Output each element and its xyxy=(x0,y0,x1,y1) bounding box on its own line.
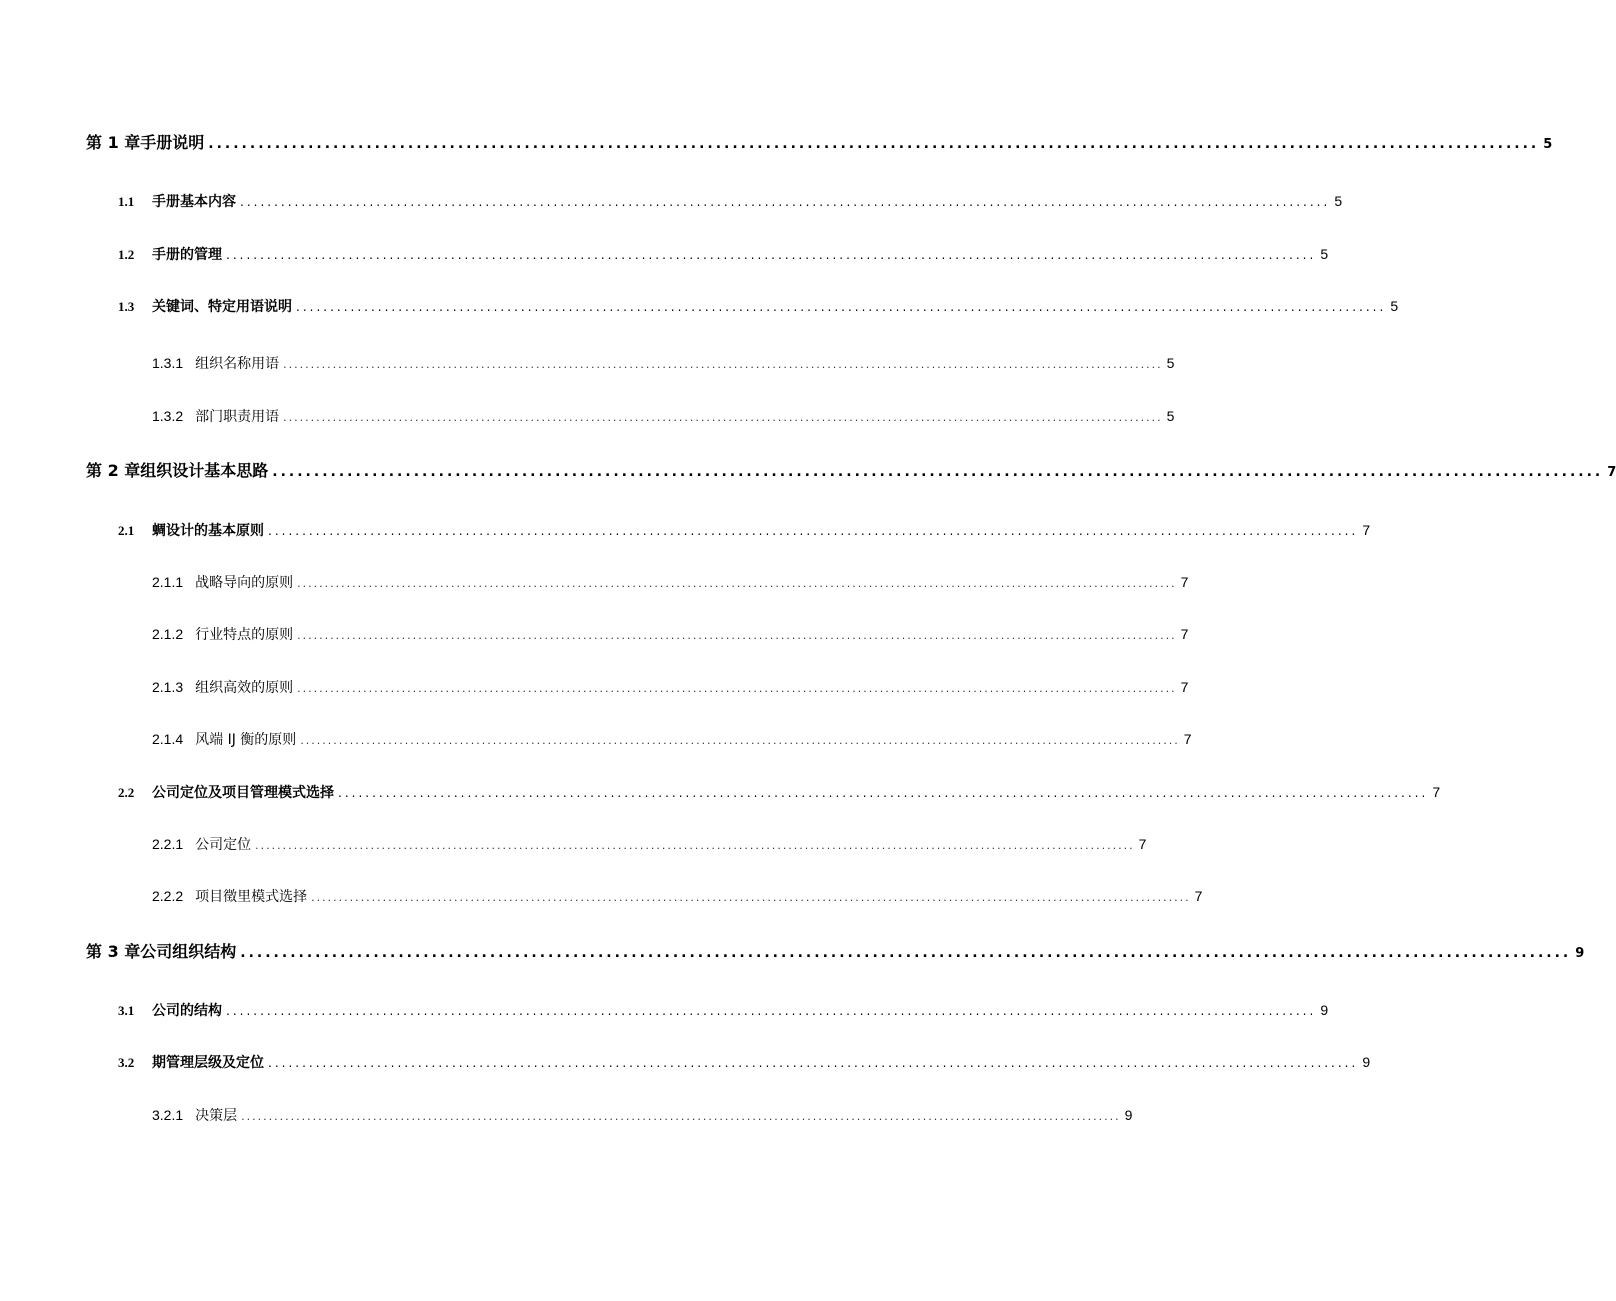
toc-entry-2-1-4[interactable] xyxy=(152,731,1192,748)
toc-entry-page: 7 xyxy=(1607,465,1616,480)
toc-entry-number: 2.1.4 xyxy=(152,731,184,747)
toc-leader-dots: ................................................................................................................................................................ xyxy=(283,358,1163,371)
toc-entry-1-1[interactable] xyxy=(118,193,1343,210)
toc-entry-2-1-3[interactable] xyxy=(152,679,1189,696)
toc-entry-number: 1.1 xyxy=(118,194,135,209)
toc-entry-page: 9 xyxy=(1320,1002,1329,1018)
toc-entry-title: 关键词、特定用语说明 xyxy=(152,299,292,315)
toc-entry-page: 5 xyxy=(1166,408,1175,424)
toc-entry-page: 7 xyxy=(1194,888,1203,904)
toc-entry-1-2[interactable] xyxy=(118,246,1329,263)
toc-leader-dots: ................................................................................................................................................................ xyxy=(268,524,1359,538)
toc-entry-number: 2.2.2 xyxy=(152,888,184,904)
toc-entry-1-3[interactable] xyxy=(118,298,1399,315)
toc-entry-page: 5 xyxy=(1390,298,1399,314)
toc-entry-number: 1.2 xyxy=(118,247,135,262)
toc-leader-dots: ................................................................................................................................................................ xyxy=(241,1110,1121,1123)
toc-entry-title: 行业特点的原则 xyxy=(195,627,294,643)
toc-entry-page: 5 xyxy=(1543,137,1553,152)
toc-leader-dots: ................................................................................................................................................................ xyxy=(297,682,1177,695)
toc-leader-dots: ................................................................................................................................................................ xyxy=(226,248,1317,262)
toc-entry-page: 7 xyxy=(1432,784,1441,800)
toc-leader-dots: ................................................................................................................................................................ xyxy=(240,945,1572,961)
toc-entry-number: 2.2 xyxy=(118,785,135,800)
toc-entry-title: 第 3 章公司组织结构 xyxy=(86,942,237,961)
toc-leader-dots: ................................................................................................................................................................ xyxy=(296,300,1387,314)
toc-leader-dots: ................................................................................................................................................................ xyxy=(226,1004,1317,1018)
toc-entry-number: 3.2 xyxy=(118,1055,135,1070)
toc-entry-title: 期管理层级及定位 xyxy=(152,1055,264,1071)
toc-entry-2-1-1[interactable] xyxy=(152,574,1189,591)
toc-entry-2-1-2[interactable] xyxy=(152,626,1189,643)
toc-leader-dots: ................................................................................................................................................................ xyxy=(272,464,1604,480)
toc-entry-title: 组织高效的原则 xyxy=(195,680,294,696)
toc-entry-page: 7 xyxy=(1138,836,1147,852)
toc-entry-number: 3.2.1 xyxy=(152,1107,184,1123)
toc-entry-title: 公司的结构 xyxy=(152,1003,222,1019)
toc-entry-title: 公司定位及项目管理模式选择 xyxy=(152,785,334,801)
toc-entry-page: 9 xyxy=(1362,1054,1371,1070)
toc-entry-page: 5 xyxy=(1166,355,1175,371)
toc-entry-page: 5 xyxy=(1334,193,1343,209)
toc-entry-title: 蜩设计的基本原则 xyxy=(152,523,264,539)
toc-leader-dots: ................................................................................................................................................................ xyxy=(283,411,1163,424)
toc-entry-number: 2.1.2 xyxy=(152,626,184,642)
toc-leader-dots: ................................................................................................................................................................ xyxy=(255,839,1135,852)
toc-entry-3-1[interactable] xyxy=(118,1002,1329,1019)
toc-entry-1-3-1[interactable] xyxy=(152,355,1175,372)
toc-entry-number: 1.3 xyxy=(118,299,135,314)
toc-entry-number: 3.1 xyxy=(118,1003,135,1018)
toc-entry-page: 7 xyxy=(1180,679,1189,695)
toc-entry-chapter-2[interactable] xyxy=(86,461,1616,480)
toc-leader-dots: ................................................................................................................................................................ xyxy=(300,734,1180,747)
toc-entry-number: 2.1.3 xyxy=(152,679,184,695)
toc-entry-number: 2.2.1 xyxy=(152,836,184,852)
toc-entry-title: 战略导向的原则 xyxy=(195,575,294,591)
toc-entry-number: 2.1.1 xyxy=(152,574,184,590)
toc-entry-title: 公司定位 xyxy=(195,837,252,853)
toc-entry-3-2-1[interactable] xyxy=(152,1107,1133,1124)
toc-leader-dots: ................................................................................................................................................................ xyxy=(338,786,1429,800)
toc-entry-title: 第 2 章组织设计基本思路 xyxy=(86,461,269,480)
toc-entry-title: 项目徵里模式选择 xyxy=(195,889,308,905)
toc-entry-title: 部门职责用语 xyxy=(195,409,280,425)
toc-entry-title: 风端 IJ 衡的原则 xyxy=(195,732,297,748)
toc-leader-dots: ................................................................................................................................................................ xyxy=(208,136,1540,152)
toc-entry-3-2[interactable] xyxy=(118,1054,1371,1071)
toc-entry-2-2[interactable] xyxy=(118,784,1441,801)
toc-entry-1-3-2[interactable] xyxy=(152,408,1175,425)
toc-leader-dots: ................................................................................................................................................................ xyxy=(297,577,1177,590)
toc-entry-number: 2.1 xyxy=(118,523,135,538)
toc-entry-2-2-2[interactable] xyxy=(152,888,1203,905)
toc-entry-chapter-1[interactable] xyxy=(86,133,1553,152)
toc-entry-2-1[interactable] xyxy=(118,522,1371,539)
toc-entry-page: 7 xyxy=(1180,574,1189,590)
toc-entry-2-2-1[interactable] xyxy=(152,836,1147,853)
toc-entry-page: 5 xyxy=(1320,246,1329,262)
toc-entry-title: 手册基本内容 xyxy=(152,194,236,210)
toc-leader-dots: ................................................................................................................................................................ xyxy=(240,195,1331,209)
toc-leader-dots: ................................................................................................................................................................ xyxy=(268,1056,1359,1070)
toc-entry-page: 7 xyxy=(1183,731,1192,747)
toc-entry-title: 组织名称用语 xyxy=(195,356,280,372)
toc-entry-chapter-3[interactable] xyxy=(86,942,1585,961)
toc-entry-title: 决策层 xyxy=(195,1108,238,1124)
toc-entry-title: 第 1 章手册说明 xyxy=(86,133,205,152)
toc-entry-number: 1.3.2 xyxy=(152,408,184,424)
toc-entry-page: 7 xyxy=(1180,626,1189,642)
toc-entry-title: 手册的管理 xyxy=(152,247,222,263)
toc-entry-page: 9 xyxy=(1575,946,1585,961)
toc-entry-page: 7 xyxy=(1362,522,1371,538)
toc-leader-dots: ................................................................................................................................................................ xyxy=(311,891,1191,904)
toc-entry-page: 9 xyxy=(1124,1107,1133,1123)
toc-leader-dots: ................................................................................................................................................................ xyxy=(297,629,1177,642)
toc-entry-number: 1.3.1 xyxy=(152,355,184,371)
